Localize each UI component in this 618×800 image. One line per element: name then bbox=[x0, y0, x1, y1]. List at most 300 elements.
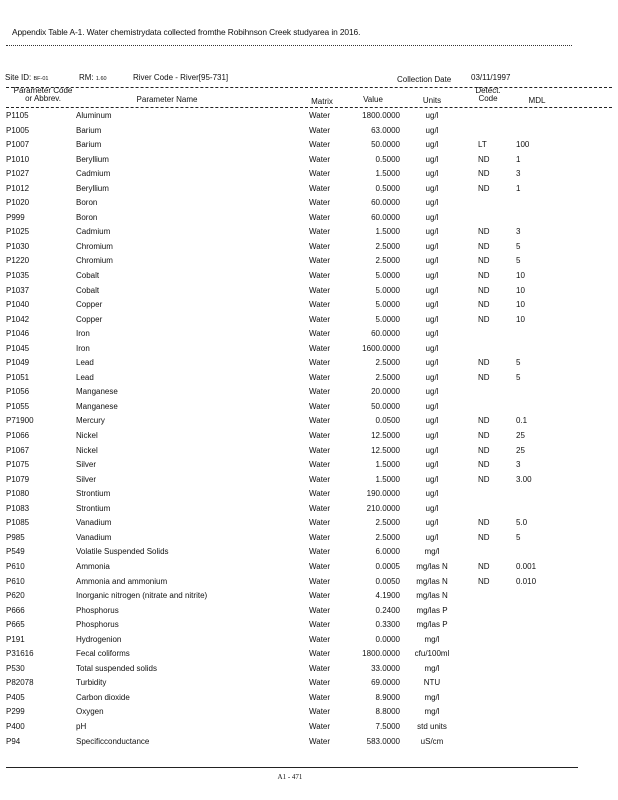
cell-value: 0.0500 bbox=[375, 416, 400, 426]
cell-parameter-name: Fecal coliforms bbox=[76, 649, 130, 659]
table-caption: Appendix Table A-1. Water chemistrydata collected fromthe Robihnson Creek studyarea in 2016. bbox=[12, 27, 361, 37]
cell-value: 1800.0000 bbox=[362, 649, 400, 659]
cell-matrix: Water bbox=[309, 736, 331, 746]
collection-date-label: Collection Date bbox=[397, 75, 452, 84]
cell-parameter-code: P1046 bbox=[6, 329, 30, 339]
cell-parameter-name: Phosphorus bbox=[76, 605, 119, 615]
cell-matrix: Water bbox=[309, 518, 331, 528]
cell-parameter-name: Lead bbox=[76, 358, 94, 368]
cell-parameter-name: Vanadium bbox=[76, 532, 112, 542]
table-row bbox=[0, 414, 618, 429]
table-row bbox=[0, 327, 618, 342]
cell-matrix: Water bbox=[309, 314, 331, 324]
cell-matrix: Water bbox=[309, 431, 331, 441]
cell-mdl: 100 bbox=[516, 140, 530, 150]
table-row bbox=[0, 284, 618, 299]
cell-parameter-code: P620 bbox=[6, 591, 25, 601]
table-row bbox=[0, 647, 618, 662]
cell-value: 0.0000 bbox=[375, 634, 400, 644]
cell-units: ug/l bbox=[425, 358, 439, 368]
cell-value: 1600.0000 bbox=[362, 343, 400, 353]
cell-parameter-code: P549 bbox=[6, 547, 25, 557]
cell-value: 7.5000 bbox=[375, 721, 400, 731]
cell-parameter-name: Cadmium bbox=[76, 227, 111, 237]
cell-parameter-name: Beryllium bbox=[76, 154, 109, 164]
cell-units: ug/l bbox=[425, 518, 439, 528]
cell-mdl: 10 bbox=[516, 285, 525, 295]
cell-units: ug/l bbox=[425, 183, 439, 193]
cell-value: 0.5000 bbox=[375, 154, 400, 164]
table-row bbox=[0, 124, 618, 139]
cell-matrix: Water bbox=[309, 387, 331, 397]
cell-parameter-name: Copper bbox=[76, 300, 103, 310]
cell-value: 5.0000 bbox=[375, 300, 400, 310]
cell-units: uS/cm bbox=[420, 736, 444, 746]
cell-value: 210.0000 bbox=[366, 503, 400, 513]
cell-matrix: Water bbox=[309, 329, 331, 339]
cell-units: ug/l bbox=[425, 503, 439, 513]
table-row bbox=[0, 313, 618, 328]
caption-divider bbox=[6, 45, 572, 46]
table-row bbox=[0, 662, 618, 677]
cell-mdl: 5 bbox=[516, 532, 521, 542]
col-header-code-line1: Parameter Code bbox=[13, 86, 73, 95]
cell-units: mg/l bbox=[424, 707, 440, 717]
col-header-units: Units bbox=[422, 96, 442, 105]
cell-detect-code: LT bbox=[478, 140, 487, 150]
site-id-label: Site ID: bbox=[5, 73, 32, 82]
cell-units: ug/l bbox=[425, 111, 439, 120]
cell-parameter-code: P1055 bbox=[6, 401, 30, 411]
cell-matrix: Water bbox=[309, 241, 331, 251]
cell-matrix: Water bbox=[309, 474, 331, 484]
table-row bbox=[0, 153, 618, 168]
cell-matrix: Water bbox=[309, 401, 331, 411]
cell-detect-code: ND bbox=[478, 445, 490, 455]
table-row bbox=[0, 604, 618, 619]
cell-parameter-code: P1066 bbox=[6, 431, 30, 441]
cell-units: ug/l bbox=[425, 343, 439, 353]
cell-detect-code: ND bbox=[478, 227, 490, 237]
cell-parameter-code: P999 bbox=[6, 212, 25, 222]
cell-parameter-code: P191 bbox=[6, 634, 25, 644]
river-mile-label: RM: bbox=[79, 73, 94, 82]
cell-parameter-code: P1049 bbox=[6, 358, 30, 368]
cell-parameter-code: P1035 bbox=[6, 271, 30, 281]
table-row bbox=[0, 633, 618, 648]
cell-parameter-name: Iron bbox=[76, 343, 90, 353]
cell-units: ug/l bbox=[425, 300, 439, 310]
cell-value: 60.0000 bbox=[371, 212, 400, 222]
table-row bbox=[0, 182, 618, 197]
cell-mdl: 10 bbox=[516, 271, 525, 281]
cell-matrix: Water bbox=[309, 300, 331, 310]
river-code: River Code - River[95-731] bbox=[133, 73, 229, 82]
cell-value: 2.5000 bbox=[375, 241, 400, 251]
cell-value: 583.0000 bbox=[366, 736, 400, 746]
cell-parameter-name: Cobalt bbox=[76, 271, 100, 281]
cell-value: 5.0000 bbox=[375, 285, 400, 295]
cell-mdl: 5 bbox=[516, 358, 521, 368]
cell-parameter-code: P1220 bbox=[6, 256, 30, 266]
cell-parameter-name: Chromium bbox=[76, 256, 113, 266]
cell-parameter-name: Nickel bbox=[76, 445, 98, 455]
cell-parameter-name: Ammonia and ammonium bbox=[76, 576, 168, 586]
cell-value: 0.3300 bbox=[375, 620, 400, 630]
cell-detect-code: ND bbox=[478, 300, 490, 310]
cell-value: 1.5000 bbox=[375, 227, 400, 237]
cell-parameter-name: Boron bbox=[76, 198, 98, 208]
cell-value: 2.5000 bbox=[375, 532, 400, 542]
cell-mdl: 0.010 bbox=[516, 576, 537, 586]
cell-parameter-name: Silver bbox=[76, 460, 97, 470]
cell-parameter-code: P1051 bbox=[6, 372, 30, 382]
cell-matrix: Water bbox=[309, 445, 331, 455]
cell-detect-code: ND bbox=[478, 474, 490, 484]
cell-matrix: Water bbox=[309, 256, 331, 266]
cell-matrix: Water bbox=[309, 227, 331, 237]
cell-value: 60.0000 bbox=[371, 329, 400, 339]
cell-mdl: 3 bbox=[516, 227, 521, 237]
cell-parameter-code: P1056 bbox=[6, 387, 30, 397]
cell-parameter-name: Volatile Suspended Solids bbox=[76, 547, 169, 557]
cell-parameter-name: Total suspended solids bbox=[76, 663, 157, 673]
table-row bbox=[0, 720, 618, 735]
header-top-rule bbox=[6, 87, 612, 88]
col-header-code-line2: or Abbrev. bbox=[25, 94, 61, 103]
table-row bbox=[0, 575, 618, 590]
cell-parameter-code: P1020 bbox=[6, 198, 30, 208]
col-header-matrix: Matrix bbox=[311, 97, 333, 106]
cell-value: 2.5000 bbox=[375, 358, 400, 368]
cell-parameter-code: P1005 bbox=[6, 125, 30, 135]
cell-parameter-name: Chromium bbox=[76, 241, 113, 251]
cell-matrix: Water bbox=[309, 532, 331, 542]
cell-units: NTU bbox=[423, 678, 441, 688]
cell-parameter-code: P666 bbox=[6, 605, 25, 615]
cell-value: 6.0000 bbox=[375, 547, 400, 557]
cell-units: mg/l bbox=[424, 692, 440, 702]
table-row bbox=[0, 429, 618, 444]
cell-parameter-code: P1010 bbox=[6, 154, 30, 164]
cell-parameter-code: P1085 bbox=[6, 518, 30, 528]
col-header-code bbox=[8, 87, 78, 103]
cell-detect-code: ND bbox=[478, 314, 490, 324]
cell-units: std units bbox=[417, 721, 447, 731]
cell-matrix: Water bbox=[309, 372, 331, 382]
cell-matrix: Water bbox=[309, 707, 331, 717]
cell-parameter-code: P985 bbox=[6, 532, 25, 542]
cell-value: 63.0000 bbox=[371, 125, 400, 135]
cell-value: 5.0000 bbox=[375, 271, 400, 281]
table-row bbox=[0, 240, 618, 255]
cell-matrix: Water bbox=[309, 692, 331, 702]
table-row bbox=[0, 676, 618, 691]
cell-units: ug/l bbox=[425, 169, 439, 179]
cell-units: mg/las N bbox=[416, 576, 448, 586]
table-row bbox=[0, 356, 618, 371]
cell-parameter-name: Mercury bbox=[76, 416, 105, 426]
cell-parameter-code: P1067 bbox=[6, 445, 30, 455]
col-header-value: Value bbox=[363, 95, 383, 104]
cell-matrix: Water bbox=[309, 620, 331, 630]
cell-value: 50.0000 bbox=[371, 140, 400, 150]
table-row bbox=[0, 618, 618, 633]
col-header-detect-line2: Code bbox=[478, 94, 498, 103]
table-row bbox=[0, 705, 618, 720]
cell-value: 2.5000 bbox=[375, 372, 400, 382]
cell-parameter-code: P405 bbox=[6, 692, 25, 702]
cell-parameter-code: P1007 bbox=[6, 140, 30, 150]
cell-detect-code: ND bbox=[478, 154, 490, 164]
cell-value: 69.0000 bbox=[371, 678, 400, 688]
cell-parameter-code: P31616 bbox=[6, 649, 34, 659]
col-header-name: Parameter Name bbox=[136, 95, 198, 104]
cell-parameter-code: P665 bbox=[6, 620, 25, 630]
header-bottom-rule bbox=[6, 107, 612, 108]
cell-value: 12.5000 bbox=[371, 431, 400, 441]
cell-parameter-code: P1105 bbox=[6, 111, 29, 120]
cell-matrix: Water bbox=[309, 125, 331, 135]
cell-value: 50.0000 bbox=[371, 401, 400, 411]
cell-units: ug/l bbox=[425, 256, 439, 266]
cell-parameter-code: P1079 bbox=[6, 474, 30, 484]
table-row bbox=[0, 211, 618, 226]
cell-units: mg/las N bbox=[416, 591, 448, 601]
cell-matrix: Water bbox=[309, 416, 331, 426]
cell-parameter-name: Oxygen bbox=[76, 707, 104, 717]
cell-detect-code: ND bbox=[478, 460, 490, 470]
cell-value: 4.1900 bbox=[375, 591, 400, 601]
cell-matrix: Water bbox=[309, 547, 331, 557]
cell-parameter-name: Carbon dioxide bbox=[76, 692, 130, 702]
cell-value: 5.0000 bbox=[375, 314, 400, 324]
table-row bbox=[0, 385, 618, 400]
cell-value: 2.5000 bbox=[375, 256, 400, 266]
cell-parameter-code: P1012 bbox=[6, 183, 30, 193]
cell-parameter-code: P610 bbox=[6, 561, 25, 571]
table-row bbox=[0, 516, 618, 531]
cell-detect-code: ND bbox=[478, 271, 490, 281]
col-header-detect bbox=[468, 87, 508, 103]
cell-parameter-code: P1083 bbox=[6, 503, 30, 513]
table-row bbox=[0, 487, 618, 502]
cell-parameter-name: Turbidity bbox=[76, 678, 107, 688]
cell-parameter-name: Barium bbox=[76, 125, 102, 135]
cell-parameter-code: P299 bbox=[6, 707, 25, 717]
cell-mdl: 3.00 bbox=[516, 474, 532, 484]
cell-parameter-name: Ammonia bbox=[76, 561, 110, 571]
cell-matrix: Water bbox=[309, 576, 331, 586]
cell-units: ug/l bbox=[425, 532, 439, 542]
cell-detect-code: ND bbox=[478, 576, 490, 586]
cell-value: 0.2400 bbox=[375, 605, 400, 615]
cell-parameter-name: Strontium bbox=[76, 503, 111, 513]
table-row bbox=[0, 371, 618, 386]
cell-mdl: 3 bbox=[516, 460, 521, 470]
cell-parameter-code: P610 bbox=[6, 576, 25, 586]
cell-value: 60.0000 bbox=[371, 198, 400, 208]
cell-detect-code: ND bbox=[478, 518, 490, 528]
cell-parameter-code: P1025 bbox=[6, 227, 30, 237]
cell-mdl: 5 bbox=[516, 372, 521, 382]
table-row bbox=[0, 400, 618, 415]
cell-value: 33.0000 bbox=[371, 663, 400, 673]
cell-parameter-code: P530 bbox=[6, 663, 25, 673]
cell-mdl: 5.0 bbox=[516, 518, 528, 528]
cell-matrix: Water bbox=[309, 678, 331, 688]
cell-parameter-code: P400 bbox=[6, 721, 25, 731]
collection-date-value: 03/11/1997 bbox=[471, 73, 511, 82]
cell-parameter-name: Cadmium bbox=[76, 169, 111, 179]
cell-detect-code: ND bbox=[478, 532, 490, 542]
table-row bbox=[0, 109, 618, 124]
cell-detect-code: ND bbox=[478, 416, 490, 426]
cell-parameter-name: Cobalt bbox=[76, 285, 100, 295]
cell-units: ug/l bbox=[425, 445, 439, 455]
table-row bbox=[0, 458, 618, 473]
cell-parameter-name: Phosphorus bbox=[76, 620, 119, 630]
cell-mdl: 0.001 bbox=[516, 561, 537, 571]
cell-units: ug/l bbox=[425, 329, 439, 339]
cell-parameter-name: Lead bbox=[76, 372, 94, 382]
cell-value: 12.5000 bbox=[371, 445, 400, 455]
cell-parameter-name: Silver bbox=[76, 474, 97, 484]
cell-units: cfu/100ml bbox=[414, 649, 450, 659]
cell-matrix: Water bbox=[309, 140, 331, 150]
cell-parameter-name: Strontium bbox=[76, 489, 111, 499]
table-row bbox=[0, 545, 618, 560]
cell-matrix: Water bbox=[309, 343, 331, 353]
cell-units: ug/l bbox=[425, 489, 439, 499]
cell-mdl: 10 bbox=[516, 314, 525, 324]
cell-units: ug/l bbox=[425, 154, 439, 164]
cell-value: 0.0050 bbox=[375, 576, 400, 586]
cell-matrix: Water bbox=[309, 460, 331, 470]
cell-parameter-code: P1040 bbox=[6, 300, 30, 310]
cell-mdl: 3 bbox=[516, 169, 521, 179]
cell-value: 1.5000 bbox=[375, 474, 400, 484]
table-row bbox=[0, 735, 618, 750]
cell-matrix: Water bbox=[309, 503, 331, 513]
table-row bbox=[0, 560, 618, 575]
cell-parameter-code: P1027 bbox=[6, 169, 30, 179]
cell-matrix: Water bbox=[309, 183, 331, 193]
table-row bbox=[0, 254, 618, 269]
cell-units: mg/las P bbox=[416, 605, 448, 615]
cell-parameter-name: Manganese bbox=[76, 387, 118, 397]
data-table-body bbox=[0, 109, 618, 749]
table-row bbox=[0, 167, 618, 182]
cell-units: ug/l bbox=[425, 474, 439, 484]
cell-units: ug/l bbox=[425, 387, 439, 397]
cell-matrix: Water bbox=[309, 605, 331, 615]
cell-parameter-name: Manganese bbox=[76, 401, 118, 411]
cell-units: ug/l bbox=[425, 285, 439, 295]
cell-mdl: 25 bbox=[516, 431, 525, 441]
cell-parameter-name: Copper bbox=[76, 314, 103, 324]
cell-detect-code: ND bbox=[478, 372, 490, 382]
cell-mdl: 5 bbox=[516, 241, 521, 251]
cell-parameter-code: P71900 bbox=[6, 416, 34, 426]
cell-mdl: 25 bbox=[516, 445, 525, 455]
cell-value: 20.0000 bbox=[371, 387, 400, 397]
cell-parameter-code: P1080 bbox=[6, 489, 30, 499]
cell-units: ug/l bbox=[425, 431, 439, 441]
cell-units: ug/l bbox=[425, 227, 439, 237]
cell-units: ug/l bbox=[425, 271, 439, 281]
cell-parameter-code: P1042 bbox=[6, 314, 30, 324]
col-header-mdl: MDL bbox=[528, 96, 546, 105]
cell-parameter-name: Aluminum bbox=[76, 111, 112, 120]
cell-matrix: Water bbox=[309, 198, 331, 208]
cell-detect-code: ND bbox=[478, 169, 490, 179]
cell-units: ug/l bbox=[425, 198, 439, 208]
page-number: A1 - 471 bbox=[277, 773, 303, 781]
river-mile-value: 1.60 bbox=[95, 76, 107, 82]
cell-parameter-name: pH bbox=[76, 721, 87, 731]
col-header-detect-line1: Detect. bbox=[475, 86, 501, 95]
table-row bbox=[0, 691, 618, 706]
cell-parameter-name: Specificconductance bbox=[76, 736, 150, 746]
table-row bbox=[0, 444, 618, 459]
cell-mdl: 1 bbox=[516, 154, 521, 164]
cell-detect-code: ND bbox=[478, 431, 490, 441]
cell-detect-code: ND bbox=[478, 256, 490, 266]
cell-matrix: Water bbox=[309, 649, 331, 659]
cell-units: ug/l bbox=[425, 212, 439, 222]
cell-units: ug/l bbox=[425, 125, 439, 135]
cell-units: ug/l bbox=[425, 241, 439, 251]
cell-units: mg/l bbox=[424, 547, 440, 557]
cell-units: mg/l bbox=[424, 663, 440, 673]
table-row bbox=[0, 342, 618, 357]
cell-parameter-code: P1037 bbox=[6, 285, 30, 295]
cell-value: 1.5000 bbox=[375, 169, 400, 179]
table-row bbox=[0, 502, 618, 517]
cell-mdl: 0.1 bbox=[516, 416, 528, 426]
cell-units: ug/l bbox=[425, 140, 439, 150]
cell-units: ug/l bbox=[425, 416, 439, 426]
cell-parameter-name: Boron bbox=[76, 212, 98, 222]
cell-mdl: 10 bbox=[516, 300, 525, 310]
cell-units: ug/l bbox=[425, 372, 439, 382]
table-row bbox=[0, 225, 618, 240]
cell-value: 2.5000 bbox=[375, 518, 400, 528]
cell-matrix: Water bbox=[309, 154, 331, 164]
cell-value: 8.8000 bbox=[375, 707, 400, 717]
site-id bbox=[5, 73, 48, 82]
cell-parameter-code: P1030 bbox=[6, 241, 30, 251]
cell-parameter-name: Hydrogenion bbox=[76, 634, 122, 644]
cell-matrix: Water bbox=[309, 721, 331, 731]
cell-value: 1.5000 bbox=[375, 460, 400, 470]
cell-matrix: Water bbox=[309, 285, 331, 295]
footer-rule bbox=[6, 767, 578, 768]
cell-parameter-name: Nickel bbox=[76, 431, 98, 441]
cell-value: 0.5000 bbox=[375, 183, 400, 193]
cell-value: 1800.0000 bbox=[362, 111, 400, 120]
cell-matrix: Water bbox=[309, 358, 331, 368]
river-mile bbox=[79, 73, 107, 82]
cell-value: 8.9000 bbox=[375, 692, 400, 702]
cell-parameter-name: Beryllium bbox=[76, 183, 109, 193]
cell-value: 190.0000 bbox=[366, 489, 400, 499]
cell-parameter-name: Iron bbox=[76, 329, 90, 339]
cell-matrix: Water bbox=[309, 634, 331, 644]
cell-matrix: Water bbox=[309, 489, 331, 499]
table-row bbox=[0, 269, 618, 284]
